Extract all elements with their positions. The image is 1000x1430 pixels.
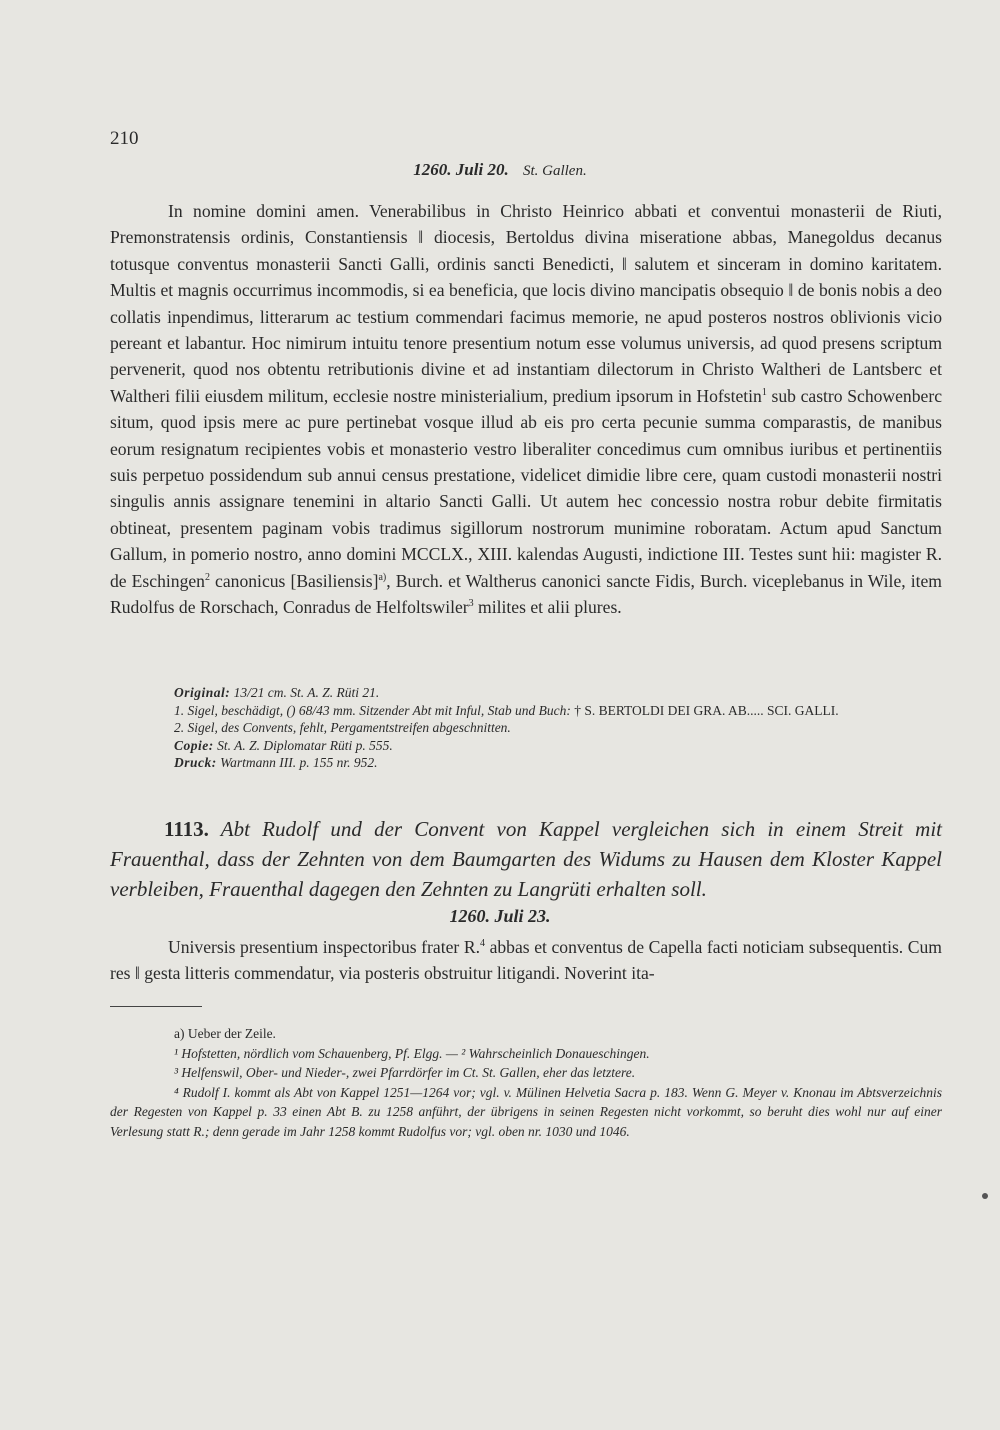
footnote-ref: 4 xyxy=(479,938,485,950)
footnote-4: ⁴ Rudolf I. kommt als Abt von Kappel 1251—1264 vor; vgl. v. Mülinen Helvetia Sacra p. 183. Wenn G. Meyer v. Knonau im Abtsverzeichnis der Regesten von Kappel p. 33 einen Abt B. zu 1258 anführt, der übrigens in seinen Regesten nicht vorkommt, so beruht dies wohl nur auf einer Verlesung statt R.; denn gerade im Jahr 1258 kommt Rudolfus vor; vgl. oben nr. 1030 und 1046. xyxy=(110,1084,942,1139)
source-notes xyxy=(110,684,942,772)
charter-paragraph: In nomine domini amen. Venerabilibus in Christo Heinrico abbati et conventui monasterii de Riuti, Premonstratensis ordinis, Constantiensis ‖ diocesis, Bertoldus divina miseratione abbas, Manegoldus decanus totusque conventus monasterii Sancti Galli, ordinis sancti Benedicti, ‖ salutem et sinceram in domino karitatem. Multis et magnis occurrimus incommodis, si ea beneficia, que locis divino mancipatis obsequio ‖ de bonis nobis a deo collatis inpendimus, litterarum ac testium commendari facimus memorie, ne apud posteros nostros oblivionis vicio pereant et labantur. Hoc nimirum intuitu tenore presentium notum esse volumus universis, ad quod presens scriptum pervenerit, quod nos obtentu retributionis divine et ad instantiam dilectorum in Christo Waltheri de Lantsberc et Waltheri filii eiusdem militum, ecclesie nostre ministerialium, predium ipsorum in Hofstetin$^1$ sub castro Schowenberc situm, quod ipsis mere ac pure pertinebat vosque illud ab eis pro certa pecunie summa comparastis, de manibus eorum resignatum recipientes vobis et monasterio vestro liberaliter concedimus cum omnibus iuribus et pertinentiis suis perpetuo possidendum sub annui census prestatione, videlicet dimidie libre cere, quam custodi monasterii nostri singulis annis assignare tenemini in altario Sancti Galli. Ut autem hec concessio nostra robur debite firmitatis obtineat, presentem paginam vobis tradimus sigillorum nostrorum munimine roboratam. Actum apud Sanctum Gallum, in pomerio nostro, anno domini MCCLX., XIII. kalendas Augusti, indictione III. Testes sunt hii: magister R. de Eschingen$^2$ canonicus [Basiliensis]$^{a)}$, Burch. et Waltherus canonici sancte Fidis, Burch. viceplebanus in Wile, item Rudolfus de Rorschach, Conradus de Helfoltswiler$^3$ milites et alii plures. xyxy=(110,201,943,618)
page-number: 210 xyxy=(110,128,139,149)
charter-text xyxy=(110,198,942,621)
charter-place: St. Gallen. xyxy=(522,163,587,179)
footnote-ref: 2 xyxy=(204,571,210,583)
footnote-divider xyxy=(110,1006,202,1007)
charter-year: 1260. xyxy=(413,160,452,179)
note-original: Original: 13/21 cm. St. A. Z. Rüti 21. xyxy=(174,685,380,700)
entry-title: Abt Rudolf und der Convent von Kappel vergleichen sich in einem Streit mit Frauenthal, dass der Zehnten von dem Baumgarten des Widums zu Hausen dem Kloster Kappel verbleiben, Frauenthal dagegen den Zehnten zu Langrüti erhalten soll. xyxy=(110,817,943,901)
entry-date: 1260. Juli 23. xyxy=(449,906,551,926)
entry-heading xyxy=(110,814,942,904)
footnote-a: a) Ueber der Zeile. xyxy=(174,1026,276,1041)
footnotes xyxy=(110,1024,942,1141)
entry-number: 1113. xyxy=(164,817,209,841)
charter-month: Juli 20. xyxy=(455,160,509,179)
footnote-ref: a) xyxy=(378,571,387,583)
footnote-ref: 1 xyxy=(761,386,767,398)
footnote-ref: 3 xyxy=(468,598,474,610)
footnote-1-2: ¹ Hofstetten, nördlich vom Schauenberg, Pf. Elgg. — ² Wahrscheinlich Donaueschingen. xyxy=(174,1045,650,1061)
note-sigel-1: 1. Sigel, beschädigt, () 68/43 mm. Sitzender Abt mit Inful, Stab und Buch: † S. BERTOLDI DEI GRA. AB..... SCI. GALLI. xyxy=(174,702,839,718)
note-copie: Copie: St. A. Z. Diplomatar Rüti p. 555. xyxy=(174,737,393,753)
footnote-3: ³ Helfenswil, Ober- und Nieder-, zwei Pfarrdörfer im Ct. St. Gallen, eher das letztere. xyxy=(174,1065,636,1080)
charter-date xyxy=(0,160,1000,180)
note-sigel-2: 2. Sigel, des Convents, fehlt, Pergamentstreifen abgeschnitten. xyxy=(174,720,511,735)
note-druck: Druck: Wartmann III. p. 155 nr. 952. xyxy=(174,755,378,770)
entry-text: Universis presentium inspectoribus frater R.$^4$ abbas et conventus de Capella facti noticiam subsequentis. Cum res ‖ gesta litteris commendatur, via posteris obstruitur litigandi. Noverint ita- xyxy=(110,937,942,984)
ink-spot xyxy=(982,1193,988,1199)
